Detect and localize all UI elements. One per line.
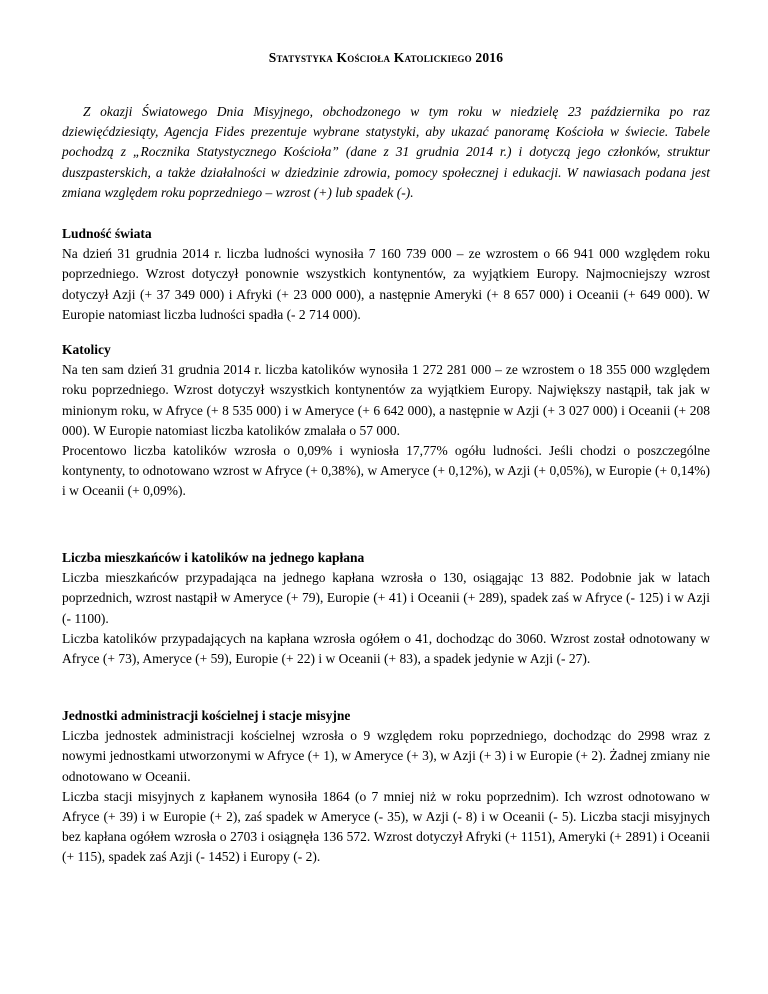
- section-inhabitants-per-priest: [62, 548, 710, 669]
- section-paragraph: Liczba mieszkańców przypadająca na jednego kapłana wzrosła o 130, osiągając 13 882. Podobnie jak w latach poprzednich, wzrost nastąpił w Ameryce (+ 79), Europie (+ 41) i Oceanii (+ 289), spadek zaś w Afryce (- 125) i w Azji (- 1100).: [62, 570, 710, 626]
- section-heading: Ludność świata: [62, 226, 152, 241]
- intro-paragraph: Z okazji Światowego Dnia Misyjnego, obchodzonego w tym roku w niedzielę 23 października po raz dziewięćdziesiąty, Agencja Fides prezentuje wybrane statystyki, aby ukazać panoramę Kościoła w świecie. Tabele pochodzą z „Rocznika Statystycznego Kościoła” (dane z 31 grudnia 2014 r.) i dotyczą jego członków, struktur duszpasterskich, a także działalności w dziedzinie zdrowia, pomocy społecznej i edukacji. W nawiasach podana jest zmiana względem roku poprzedniego – wzrost (+) lub spadek (-).: [62, 104, 710, 200]
- section-world-population: [62, 224, 710, 325]
- section-paragraph: Na ten sam dzień 31 grudnia 2014 r. liczba katolików wynosiła 1 272 281 000 – ze wzrostem o 18 355 000 względem roku poprzedniego. Wzrost dotyczył wszystkich kontynentów za wyjątkiem Europy. Największy nastąpił, tak jak w minionym roku, w Afryce (+ 8 535 000) i w Ameryce (+ 6 642 000), a następnie w Azji (+ 3 027 000) i Oceanii (+ 208 000). W Europie natomiast liczba katolików zmalała o 57 000.: [62, 362, 710, 438]
- section-paragraph: Liczba katolików przypadających na kapłana wzrosła ogółem o 41, dochodząc do 3060. Wzrost został odnotowany w Afryce (+ 73), Ameryce (+ 59), Europie (+ 22) i w Oceanii (+ 83), a spadek jedynie w Azji (- 27).: [62, 630, 710, 667]
- document-title: Statystyka Kościoła Katolickiego 2016: [268, 50, 504, 65]
- section-paragraph: Liczba stacji misyjnych z kapłanem wynosiła 1864 (o 7 mniej niż w roku poprzednim). Ich wzrost odnotowano w Afryce (+ 39) i w Europie (+ 2), zaś spadek w Ameryce (- 35), w Azji (- 8) i w Oceanii (- 5). Liczba stacji misyjnych bez kapłana ogółem wzrosła o 2703 i osiągnęła 136 572. Wzrost dotyczył Afryki (+ 1151), Ameryki (+ 2891) i Oceanii (+ 115), spadek zaś Azji (- 1452) i Europy (- 2).: [62, 788, 710, 865]
- section-catholics: [62, 340, 710, 502]
- section-paragraph: Procentowo liczba katolików wzrosła o 0,09% i wyniosła 17,77% ogółu ludności. Jeśli chodzi o poszczególne kontynenty, to odnotowano wzrost w Afryce (+ 0,38%), w Ameryce (+ 0,12%), w Azji (+ 0,05%), w Europie (+ 0,14%) i w Oceanii (+ 0,09%).: [62, 443, 710, 499]
- section-paragraph: Liczba jednostek administracji kościelnej wzrosła o 9 względem roku poprzedniego, dochodząc do 2998 wraz z nowymi jednostkami utworzonymi w Afryce (+ 1), w Ameryce (+ 3), w Azji (+ 3) i w Europie (+ 2). Żadnej zmiany nie odnotowano w Oceanii.: [62, 728, 710, 784]
- section-heading: Katolicy: [62, 342, 111, 357]
- section-heading: Liczba mieszkańców i katolików na jednego kapłana: [62, 550, 365, 565]
- section-church-units-missions: [62, 706, 710, 868]
- section-heading: Jednostki administracji kościelnej i stacje misyjne: [62, 708, 351, 723]
- section-paragraph: Na dzień 31 grudnia 2014 r. liczba ludności wynosiła 7 160 739 000 – ze wzrostem o 66 941 000 względem roku poprzedniego. Wzrost dotyczył ponownie wszystkich kontynentów, za wyjątkiem Europy. Najmocniejszy wzrost dotyczył Azji (+ 37 349 000) i Afryki (+ 23 000 000), a następnie Ameryki (+ 8 657 000) i Oceanii (+ 649 000). W Europie natomiast liczba ludności spadła (- 2 714 000).: [62, 246, 710, 322]
